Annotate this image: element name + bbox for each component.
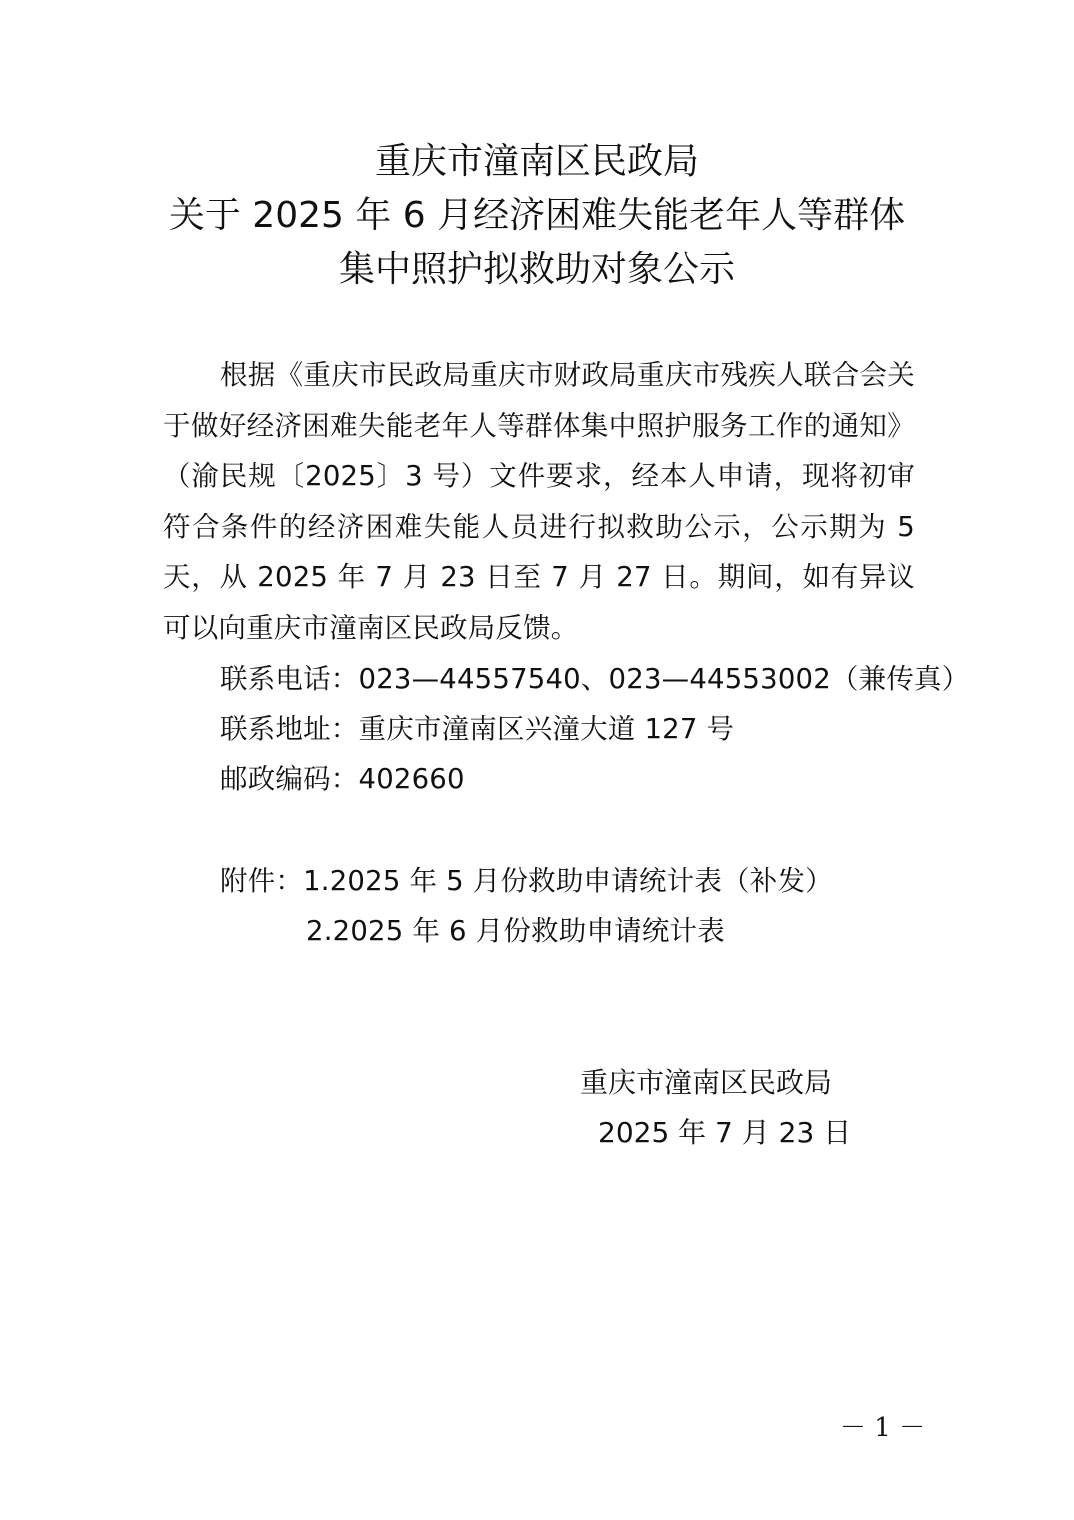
page-number: － 1 － — [840, 1413, 926, 1443]
signature-organization: 重庆市潼南区民政局 — [580, 1066, 833, 1099]
attachment-item-2: 2.2025 年 6 月份救助申请统计表 — [306, 915, 725, 947]
title-line-2: 关于 2025 年 6 月经济困难失能老年人等群体 — [168, 195, 906, 236]
contact-phone: 联系电话：023—44557540、023—44553002（兼传真） — [220, 663, 970, 695]
attachment-item-1: 附件：1.2025 年 5 月份救助申请统计表（补发） — [220, 865, 833, 897]
postal-code: 邮政编码：402660 — [220, 763, 465, 795]
title-line-3: 集中照护拟救助对象公示 — [338, 249, 735, 290]
signature-date: 2025 年 7 月 23 日 — [598, 1116, 852, 1149]
body-paragraph: 根据《重庆市民政局重庆市财政局重庆市残疾人联合会关于做好经济困难失能老年人等群体集中照护服务工作的通知》（渝民规〔2025〕3 号）文件要求，经本人申请，现将初审符合条件的经济困难失能人员进行拟救助公示，公示期为 5 天，从 2025 年 7 月 23 日至 7 月 27 日。期间，如有异议可以向重庆市潼南区民政局反馈。 — [163, 359, 915, 644]
contact-address: 联系地址：重庆市潼南区兴潼大道 127 号 — [220, 713, 735, 745]
title-line-1: 重庆市潼南区民政局 — [374, 141, 699, 182]
